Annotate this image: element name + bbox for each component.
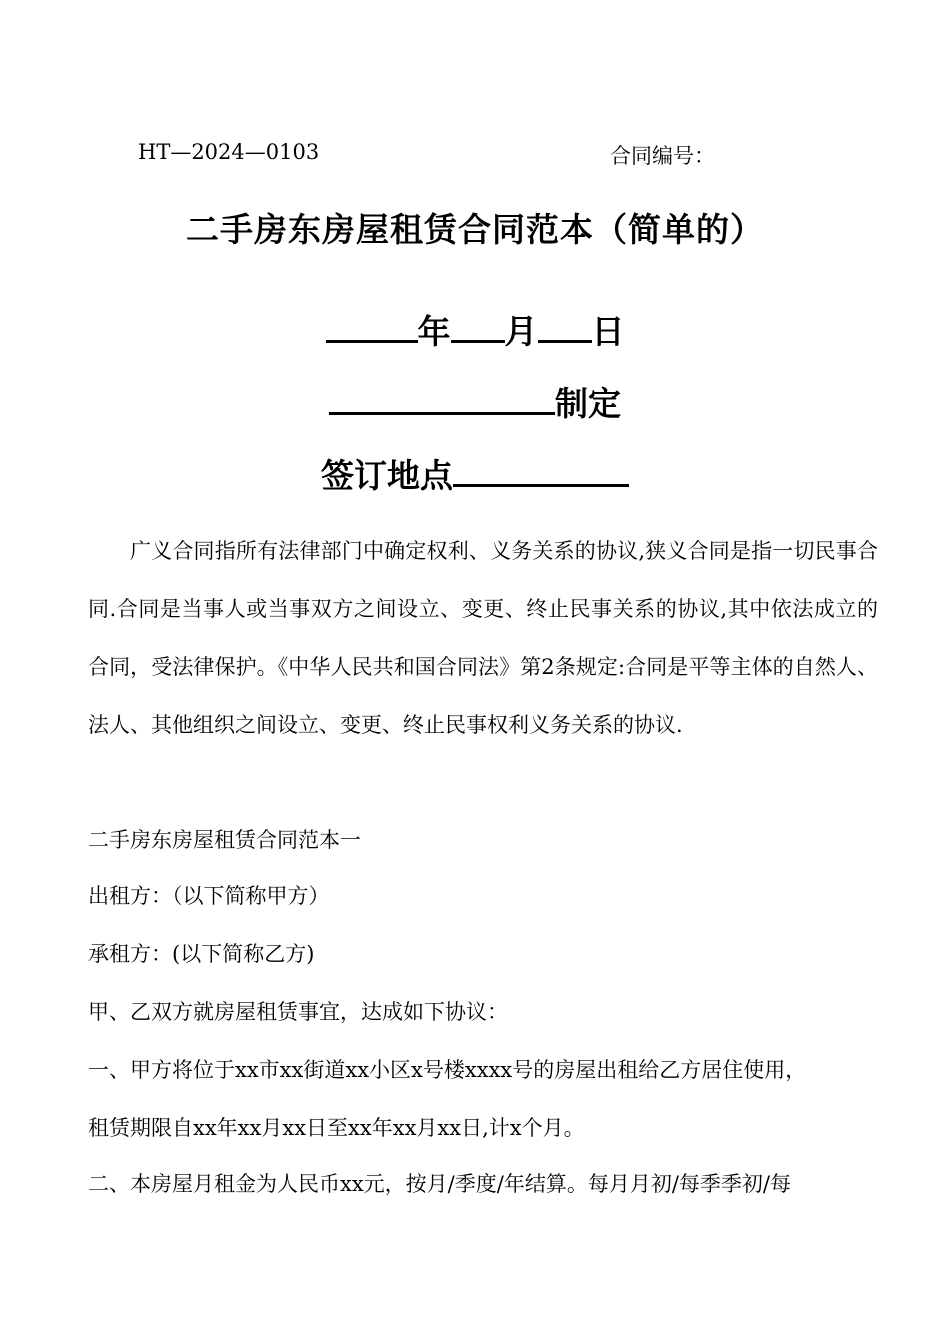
year-label: 年 [417,312,451,351]
lessee-line: 承租方：(以下简称乙方) [88,942,315,966]
contract-number-label: 合同编号： [610,144,715,168]
clause-1-line-1: 一、甲方将位于xx市xx街道xx小区x号楼xxxx号的房屋出租给乙方居住使用， [88,1058,807,1082]
month-blank [451,312,505,343]
lessor-line: 出租方：（以下简称甲方） [88,884,330,908]
day-blank [538,312,592,343]
agreement-line: 甲、乙双方就房屋租赁事宜，达成如下协议： [88,1000,508,1024]
month-label: 月 [504,312,538,351]
signing-place-label: 签订地点 [321,456,453,495]
clause-1-line-2: 租赁期限自xx年xx月xx日至xx年xx月xx日,计x个月。 [88,1116,585,1140]
document-title: 二手房东房屋租赁合同范本（简单的） [186,210,764,249]
signing-place-blank [453,456,629,487]
made-line [0,378,950,425]
intro-paragraph: 广义合同指所有法律部门中确定权利、义务关系的协议,狭义合同是指一切民事合同.合同是当事人或当事双方之间设立、变更、终止民事关系的协议,其中依法成立的合同，受法律保护。《中华人民共和国合同法》第2条规定:合同是平等主体的自然人、法人、其他组织之间设立、变更、终止民事权利义务关系的协议. [88,539,878,737]
clause-2-line-1: 二、本房屋月租金为人民币xx元，按月/季度/年结算。每月月初/每季季初/每 [88,1172,791,1196]
maker-blank [329,384,555,415]
year-blank [326,312,418,343]
signing-place-line [0,450,950,497]
date-line [0,306,950,353]
made-label: 制定 [555,384,621,423]
day-label: 日 [591,312,625,351]
section-heading: 二手房东房屋租赁合同范本一 [88,828,361,852]
contract-code: HT—2024—0103 [138,140,320,164]
